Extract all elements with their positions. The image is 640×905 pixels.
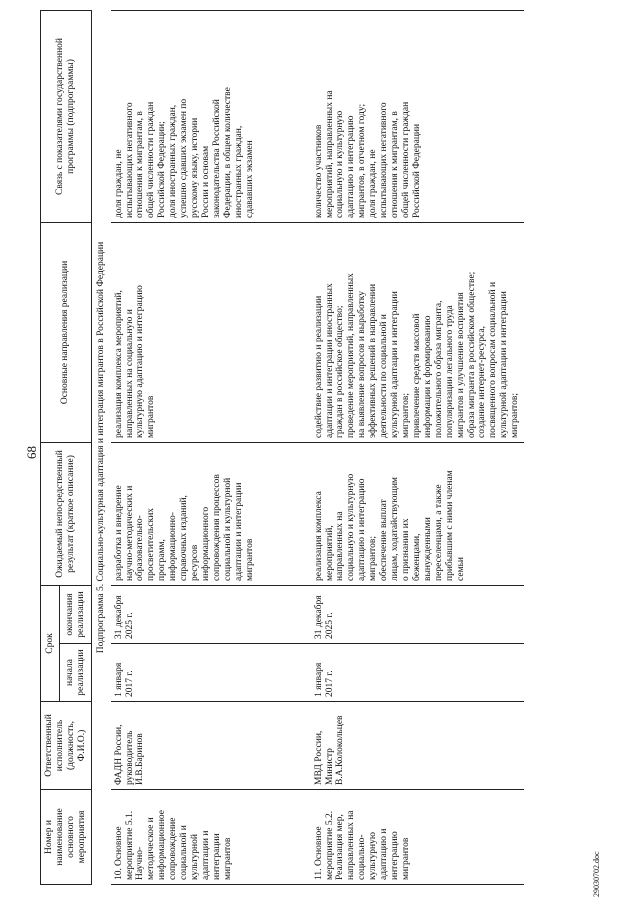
table-row [311,10,525,884]
measures-table [40,10,524,885]
table-row [111,10,311,884]
doc-id: 29030702.doc [592,851,601,897]
row-link: доля граждан, не испытывающих негативного отношения к мигрантам, в общей численности граждан Российской Федерации; доля иностранных граждан, успешно сдавших экзамен по русскому языку, истории России и основам законодательства Российской Федерации, в общем количестве иностранных граждан, сдававших экзамен [111,10,311,222]
row-executor: ФАДН России, руководитель И.В.Баринов [111,702,311,790]
header-end: окончания реализации [60,585,91,643]
row-number: 10. [113,868,124,880]
row-end: 31 декабря 2025 г. [311,585,525,643]
row-name [111,790,311,885]
header-name: Номер и наименование основного мероприятия [41,790,92,885]
header-result: Ожидаемый непосредственный результат (краткое описание) [41,442,92,585]
row-link: количество участников мероприятий, направленных на социальную и культурную адаптацию и интеграцию мигрантов, в отчетном году; доля граждан, не испытывающих негативного отношения к мигрантам, в общей численности граждан Российской Федерации [311,10,525,222]
row-end: 31 декабря 2025 г. [111,585,311,643]
row-executor: МВД России, Министр В.А.Колокольцев [311,702,525,790]
header-link: Связь с показателями государственной программы (подпрограммы) [41,10,92,222]
row-name [311,790,525,885]
row-directions: содействие развитию и реализации адаптации и интеграции иностранных граждан в российское общество; проведение мероприятий, направленных на выявление вопросов и выработку эффективных решений в направлении деятельности по социальной и культурной адаптации и интеграции мигрантов; привлечение средств массовой информации к формированию положительного образа мигранта, популяризации легального труда мигрантов и улучшение восприятия образа мигранта в российском обществе; создание интернет-ресурса, посвященного вопросам социальной и культурной адаптации и интеграции мигрантов; [311,222,525,442]
header-start: начала реализации [60,644,91,702]
row-start: 1 января 2017 г. [111,644,311,702]
row-result: реализация комплекса мероприятий, направленных на социальную и культурную адаптацию и интеграцию мигрантов; обеспечение выплат лицам, ходатайствующим о признании их беженцами, вынужденными переселенцами, а также прибывшим с ними членам семьи [311,442,525,585]
row-name-text: Основное мероприятие 5.1. Научно- методическое и информационное сопровождение социальной и культурной адаптации и интеграции мигрантов [113,809,233,880]
row-result: разработка и внедрение научно-методических и образовательно- просветительских программ, информационно- справочных изданий, ресурсов информационного сопровождения процессов социальной и культурной адаптации и интеграции мигрантов [111,442,311,585]
header-executor: Ответственный исполнитель (должность, Ф.И.О.) [41,702,92,790]
page-number: 68 [24,446,39,459]
header-term: Срок [41,585,60,701]
header-directions: Основные направления реализации [41,222,92,442]
subprogram-title: Подпрограмма 5. Социально-культурная адаптация и интеграция мигрантов в Российской Федерации [95,241,106,654]
row-name-text: Основное мероприятие 5.2. Реализация мер, направленных на социально- культурную адаптацию и интеграцию мигрантов [313,810,411,880]
row-directions: реализация комплекса мероприятий, направленных на социальную и культурную адаптацию и интеграцию мигрантов [111,222,311,442]
row-start: 1 января 2017 г. [311,644,525,702]
row-number: 11. [313,868,324,880]
